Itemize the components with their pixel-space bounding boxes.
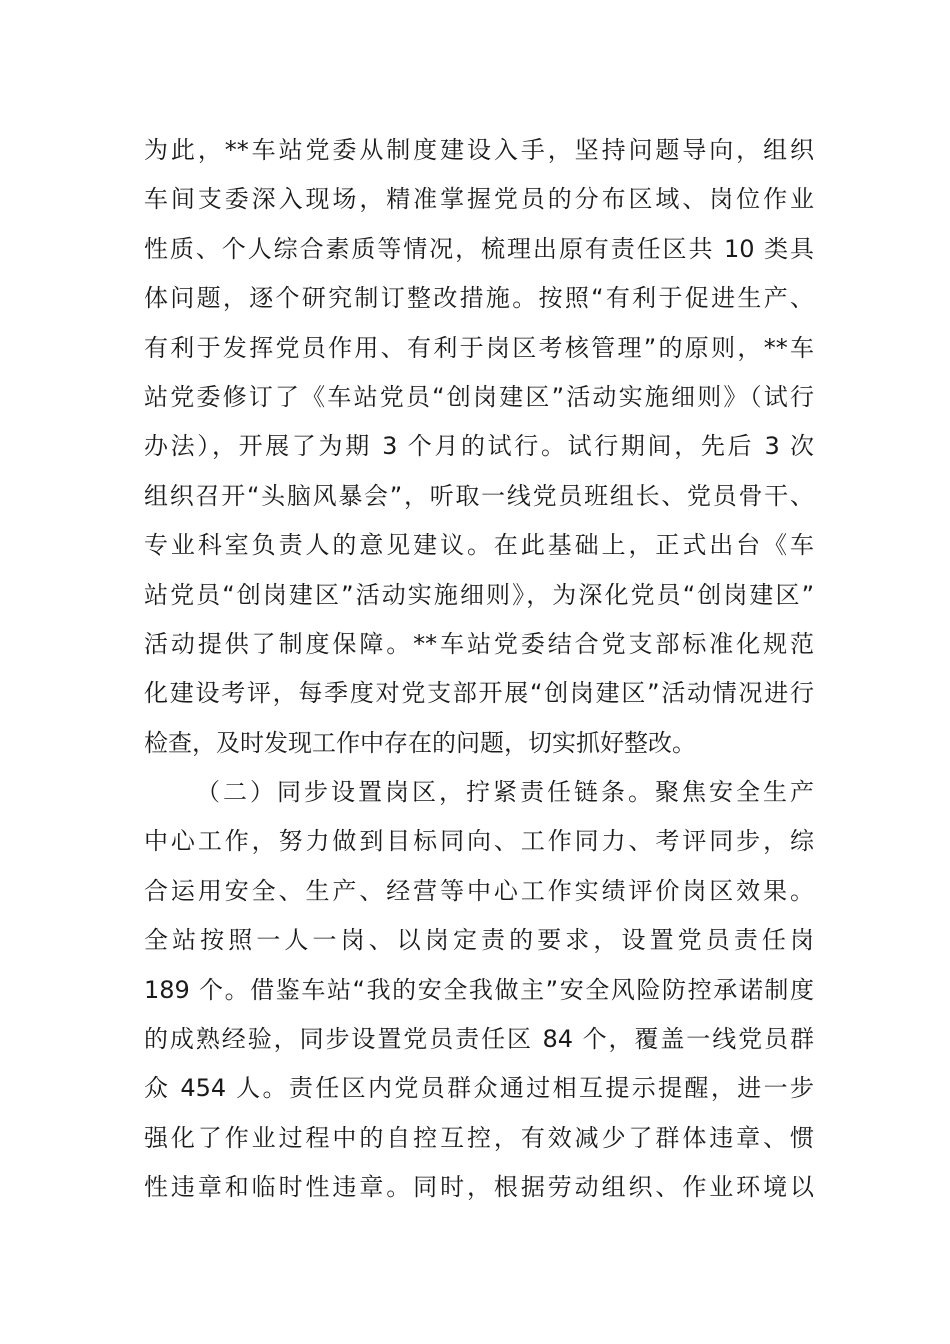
text-line: 组织召开“头脑风暴会”，听取一线党员班组长、党员骨干、	[144, 481, 814, 510]
text-line-last: 检查，及时发现工作中存在的问题，切实抓好整改。	[144, 728, 696, 757]
text-line: 车间支委深入现场，精准掌握党员的分布区域、岗位作业	[144, 185, 814, 214]
text-line: 中心工作，努力做到目标同向、工作同力、考评同步，综	[144, 827, 814, 856]
text-line: 强化了作业过程中的自控互控，有效减少了群体违章、惯	[144, 1123, 814, 1152]
text-line: 合运用安全、生产、经营等中心工作实绩评价岗区效果。	[144, 876, 814, 905]
text-line: 办法），开展了为期 3 个月的试行。试行期间，先后 3 次	[144, 432, 814, 461]
text-line: 化建设考评，每季度对党支部开展“创岗建区”活动情况进行	[144, 679, 814, 708]
text-line: 站党委修订了《车站党员“创岗建区”活动实施细则》（试行	[144, 382, 814, 411]
text-line: 站党员“创岗建区”活动实施细则》，为深化党员“创岗建区”	[144, 580, 814, 609]
text-line: 众 454 人。责任区内党员群众通过相互提示提醒，进一步	[144, 1074, 814, 1103]
text-line: 全站按照一人一岗、以岗定责的要求，设置党员责任岗	[144, 926, 814, 955]
text-line: 活动提供了制度保障。**车站党委结合党支部标准化规范	[144, 629, 814, 658]
text-line: 为此，**车站党委从制度建设入手，坚持问题导向，组织	[144, 136, 814, 164]
text-line: 性质、个人综合素质等情况，梳理出原有责任区共 10 类具	[144, 234, 814, 263]
text-line-first: （二）同步设置岗区，拧紧责任链条。聚焦安全生产	[196, 778, 814, 807]
text-line: 有利于发挥党员作用、有利于岗区考核管理”的原则，**车	[144, 333, 814, 362]
text-line: 性违章和临时性违章。同时，根据劳动组织、作业环境以	[144, 1173, 814, 1202]
body-text	[144, 126, 814, 1213]
text-line: 189 个。借鉴车站“我的安全我做主”安全风险防控承诺制度	[144, 975, 814, 1004]
text-line: 体问题，逐个研究制订整改措施。按照“有利于促进生产、	[144, 284, 814, 313]
paragraph-2	[144, 768, 814, 1213]
text-line: 的成熟经验，同步设置党员责任区 84 个，覆盖一线党员群	[144, 1025, 814, 1054]
paragraph-1	[144, 126, 814, 768]
text-line: 专业科室负责人的意见建议。在此基础上，正式出台《车	[144, 531, 814, 560]
